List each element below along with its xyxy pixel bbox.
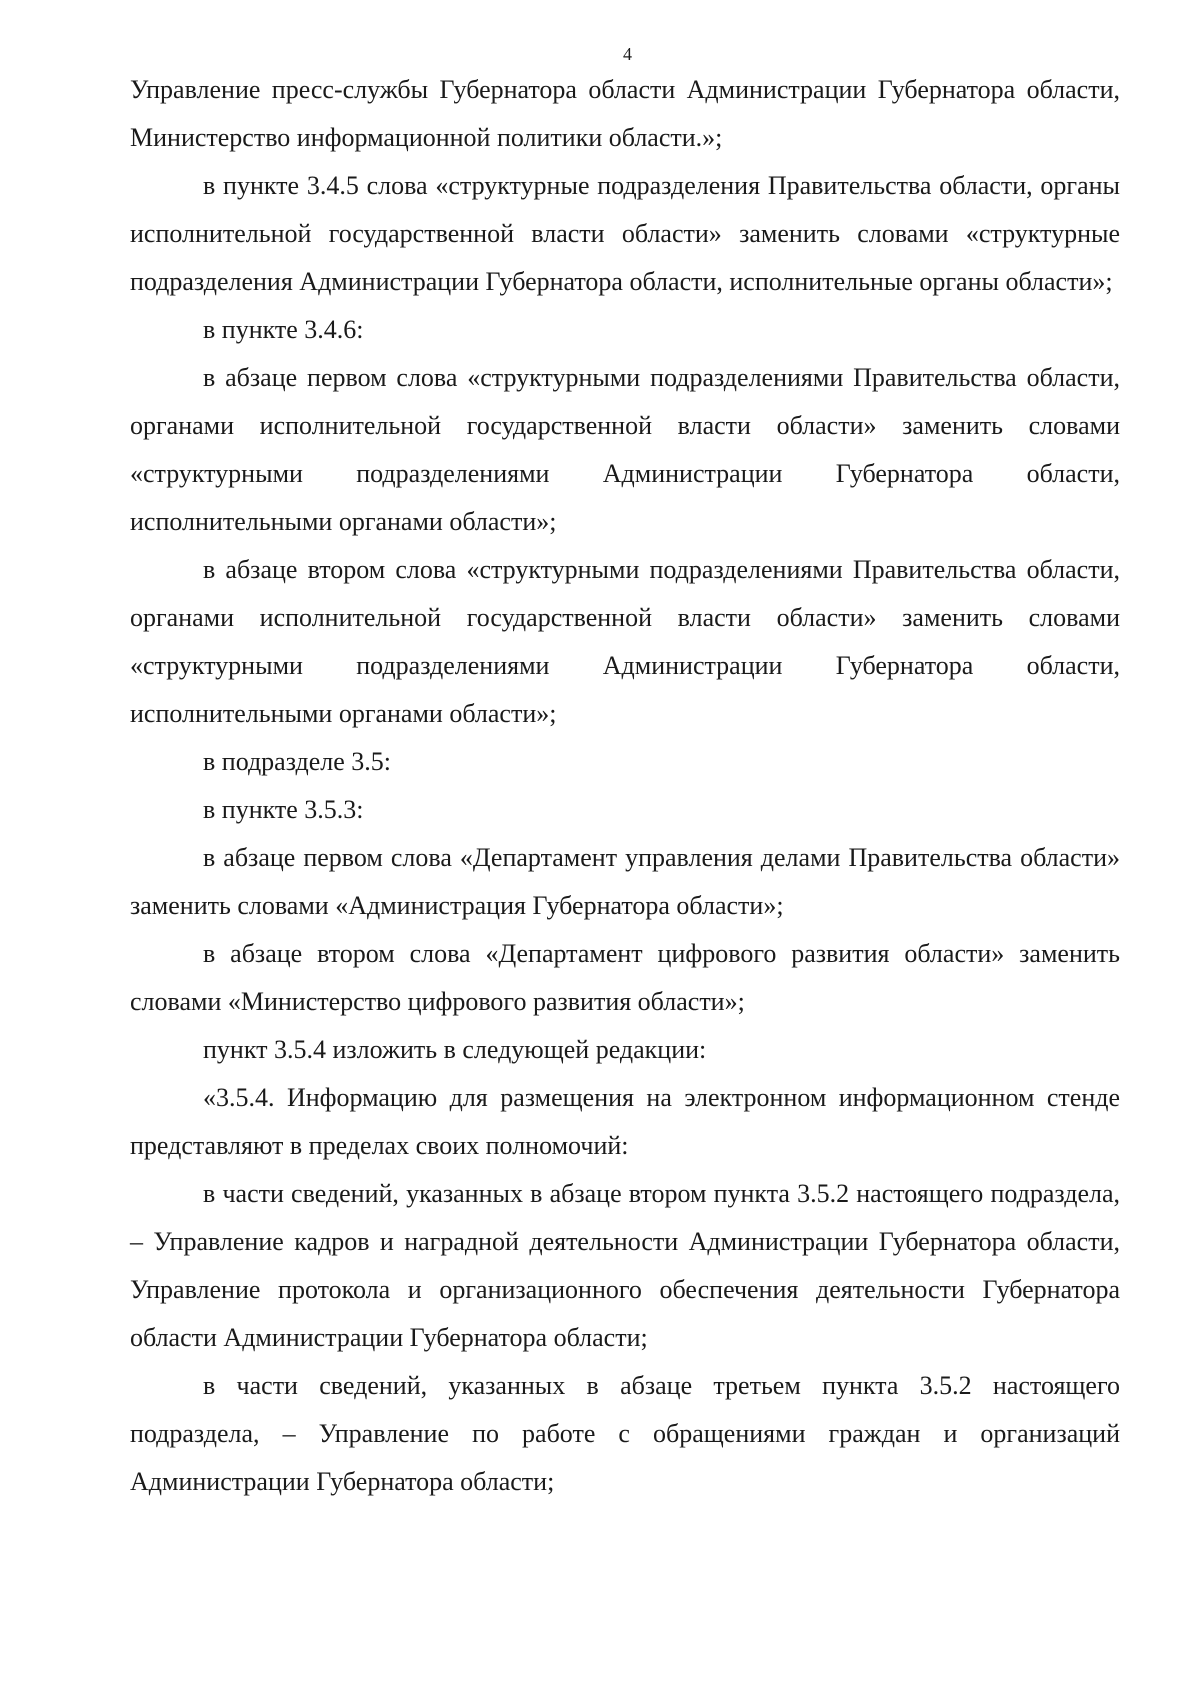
paragraph-13: в части сведений, указанных в абзаце третьем пункта 3.5.2 настоящего подраздела, – Управление по работе с обращениями граждан и организаций Администрации Губернатора области; — [130, 1371, 1120, 1496]
paragraph-8: в абзаце первом слова «Департамент управления делами Правительства области» заменить словами «Администрация Губернатора области»; — [130, 843, 1120, 920]
paragraph-2: в пункте 3.4.5 слова «структурные подразделения Правительства области, органы исполнительной государственной власти области» заменить словами «структурные подразделения Администрации Губернатора области, исполнительные органы области»; — [130, 171, 1120, 296]
paragraph-7: в пункте 3.5.3: — [203, 795, 364, 824]
document-body — [130, 66, 1120, 1506]
paragraph-11: «3.5.4. Информацию для размещения на электронном информационном стенде представляют в пределах своих полномочий: — [130, 1083, 1120, 1160]
paragraph-3: в пункте 3.4.6: — [203, 315, 364, 344]
paragraph-6: в подразделе 3.5: — [203, 747, 392, 776]
paragraph-1: Управление пресс-службы Губернатора области Администрации Губернатора области, Министерство информационной политики области.»; — [130, 75, 1120, 152]
page-number: 4 — [623, 44, 632, 64]
paragraph-9: в абзаце втором слова «Департамент цифрового развития области» заменить словами «Министерство цифрового развития области»; — [130, 939, 1120, 1016]
paragraph-4: в абзаце первом слова «структурными подразделениями Правительства области, органами исполнительной государственной власти области» заменить словами «структурными подразделениями Администрации Губернатора области, исполнительными органами области»; — [130, 363, 1120, 536]
paragraph-5: в абзаце втором слова «структурными подразделениями Правительства области, органами исполнительной государственной власти области» заменить словами «структурными подразделениями Администрации Губернатора области, исполнительными органами области»; — [130, 555, 1120, 728]
paragraph-10: пункт 3.5.4 изложить в следующей редакции: — [203, 1035, 707, 1064]
paragraph-12: в части сведений, указанных в абзаце втором пункта 3.5.2 настоящего подраздела, – Управление кадров и наградной деятельности Администрации Губернатора области, Управление протокола и организационного обеспечения деятельности Губернатора области Администрации Губернатора области; — [130, 1179, 1120, 1352]
